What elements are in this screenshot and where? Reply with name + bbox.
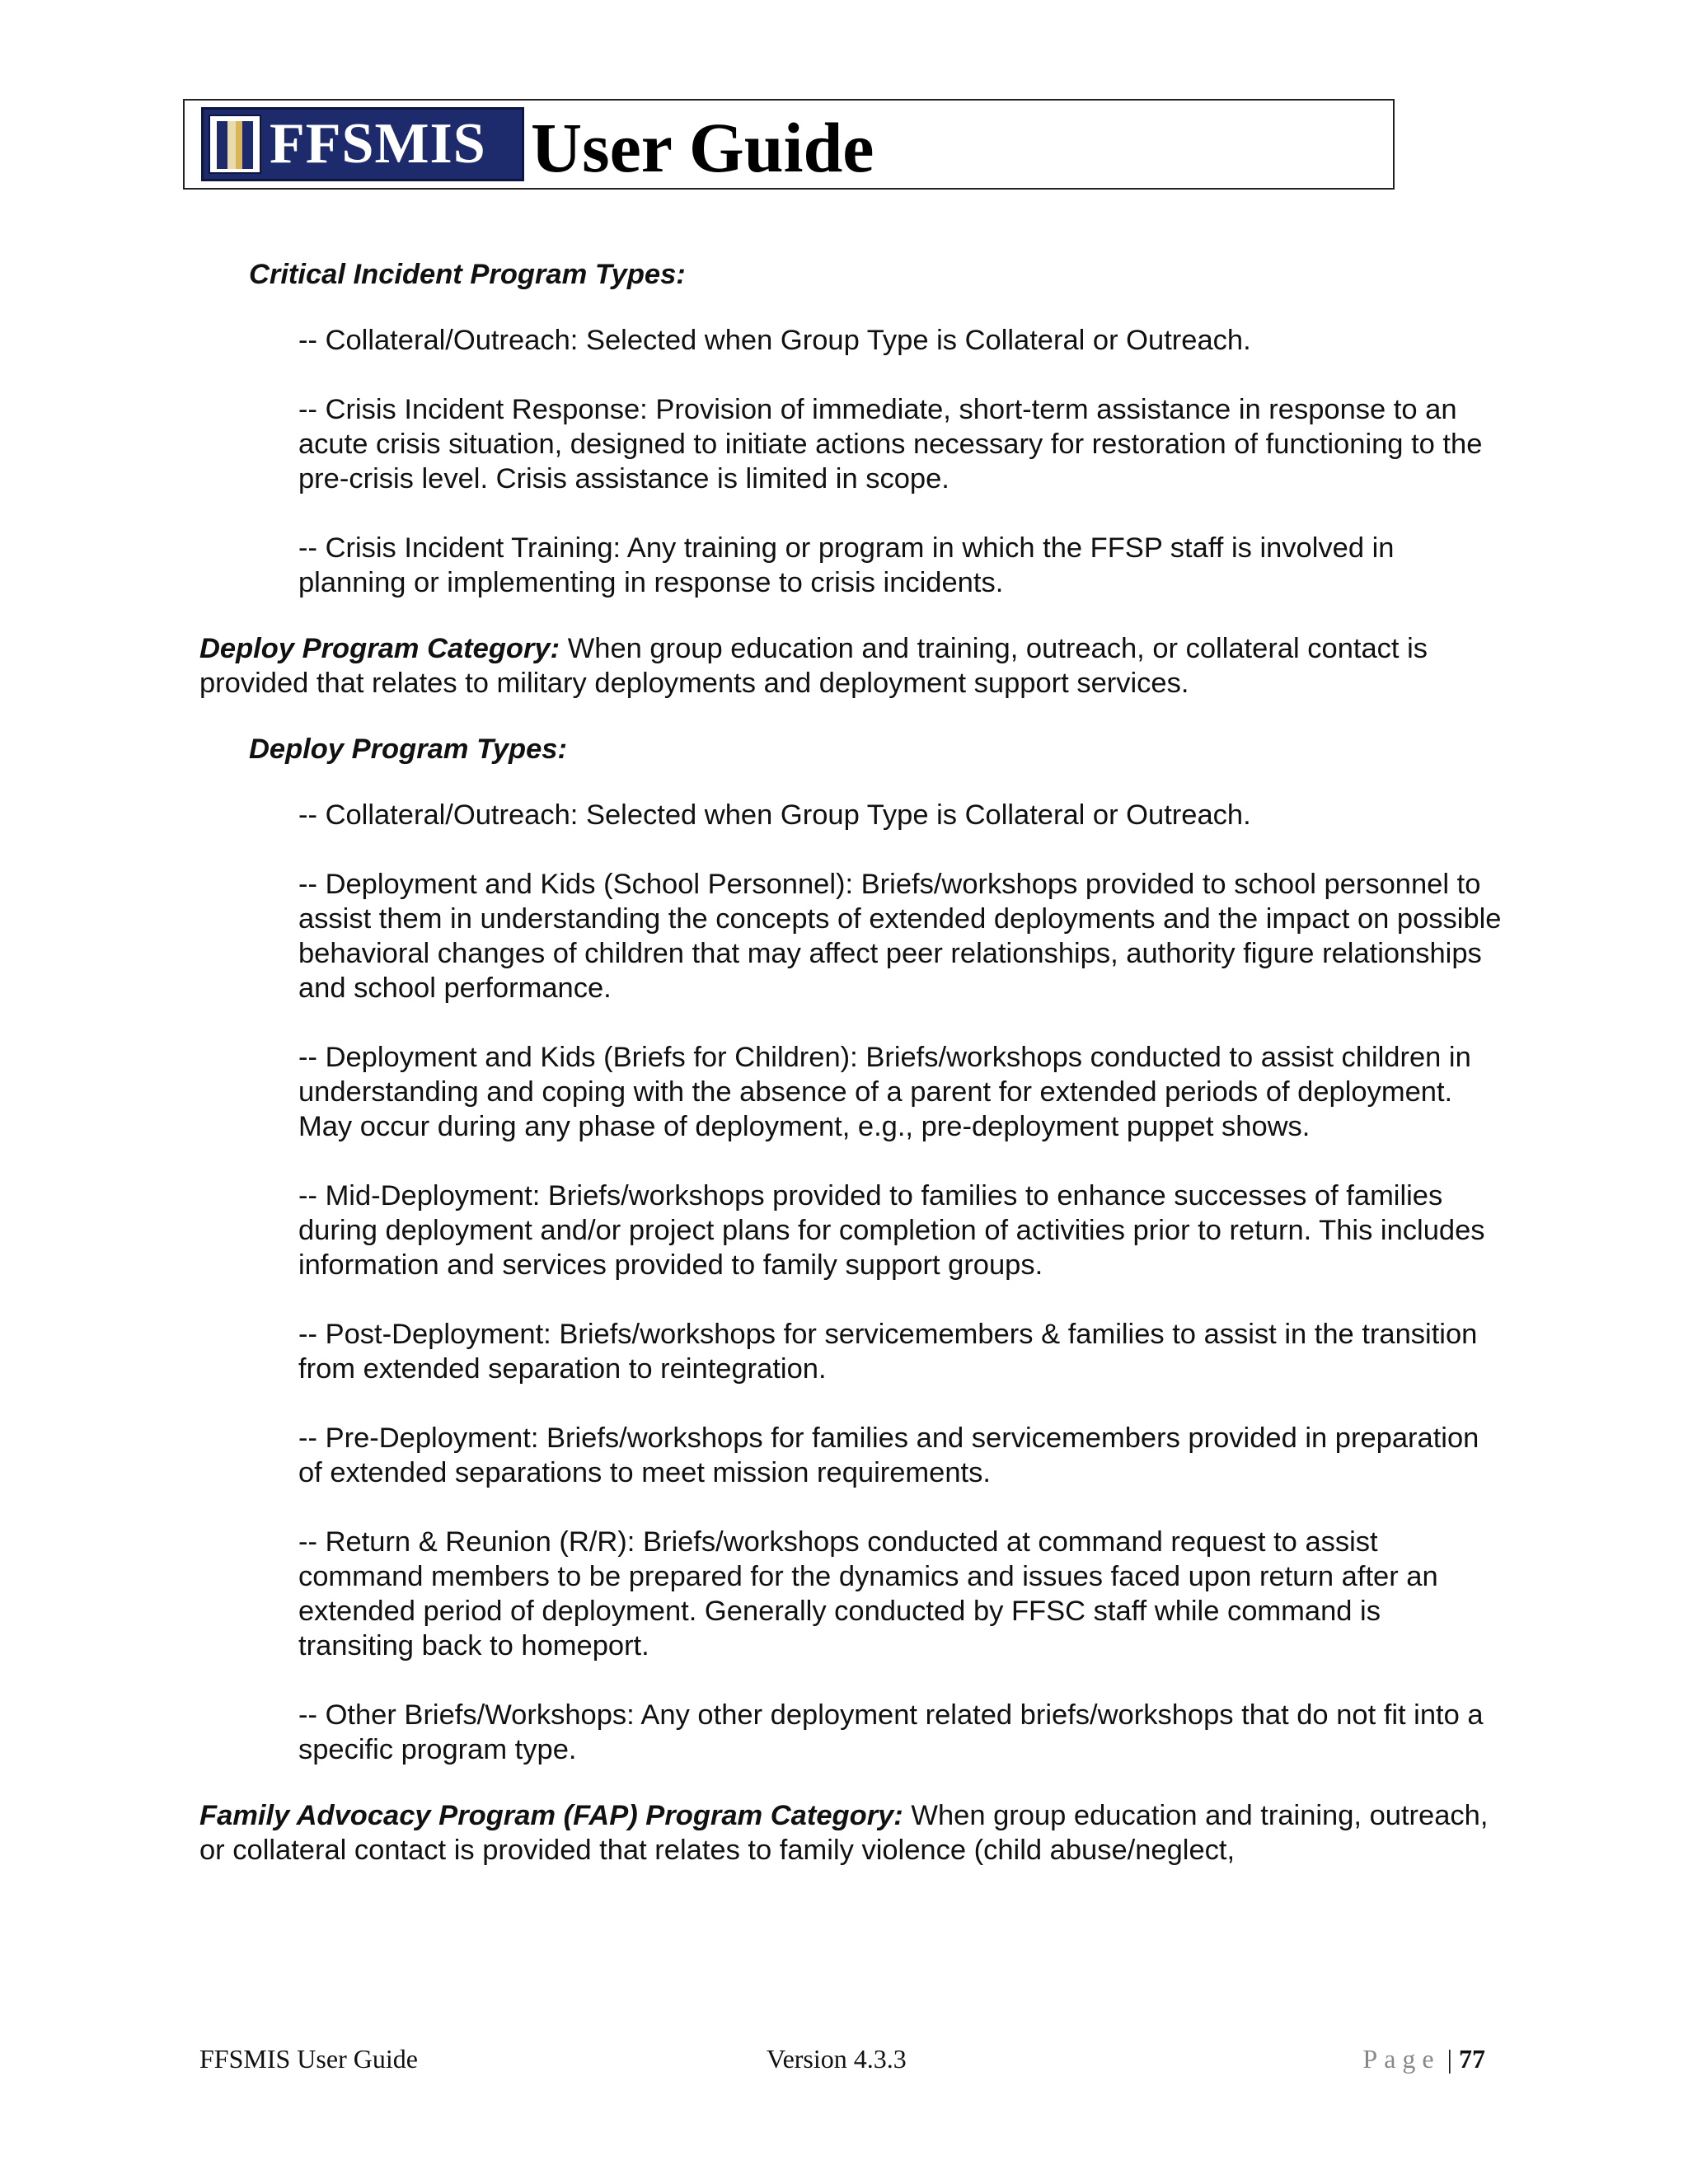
footer-separator: |	[1440, 2044, 1459, 2074]
critical-item: -- Crisis Incident Response: Provision of immediate, short-term assistance in response to an acute crisis situation, designed to initiate actions necessary for restoration of functioning to the pre-crisis level. Crisis assistance is limited in scope.	[298, 394, 1483, 494]
document-body	[199, 257, 1502, 1902]
deploy-item: -- Return & Reunion (R/R): Briefs/workshops conducted at command request to assist command members to be prepared for the dynamics and issues faced upon return after an extended period of deployment. Generally conducted by FFSC staff while command is transiting back to homeport.	[298, 1526, 1438, 1661]
page-footer	[199, 2044, 1485, 2077]
deploy-item: -- Deployment and Kids (Briefs for Children): Briefs/workshops conducted to assist children in understanding and coping with the absence of a parent for extended periods of deployment. May occur during any phase of deployment, e.g., pre-deployment puppet shows.	[298, 1042, 1471, 1142]
deploy-item: -- Collateral/Outreach: Selected when Group Type is Collateral or Outreach.	[298, 799, 1251, 831]
deploy-types-heading: Deploy Program Types:	[249, 733, 567, 765]
fap-category-text: When group education and training, outreach, or collateral contact is provided that relates to family violence (child abuse/neglect,	[199, 1800, 1489, 1866]
footer-guide-name: FFSMIS User Guide	[199, 2044, 418, 2074]
fap-category-label: Family Advocacy Program (FAP) Program Category:	[199, 1800, 903, 1831]
deploy-item: -- Other Briefs/Workshops: Any other deployment related briefs/workshops that do not fit into a specific program type.	[298, 1699, 1484, 1765]
page-number: 77	[1459, 2044, 1485, 2074]
ffsmis-logo	[201, 107, 524, 181]
fap-category-paragraph	[199, 1798, 1502, 1868]
critical-types-heading: Critical Incident Program Types:	[249, 259, 686, 290]
deploy-item: -- Deployment and Kids (School Personnel): Briefs/workshops provided to school personnel to assist them in understanding the concepts of extended deployments and the impact on possible behavioral changes of children that may affect peer relationships, authority figure relationships and school performance.	[298, 869, 1502, 1004]
header-box	[183, 99, 1395, 190]
page-title: User Guide	[531, 108, 874, 187]
deploy-category-label: Deploy Program Category:	[199, 633, 560, 664]
critical-item: -- Collateral/Outreach: Selected when Group Type is Collateral or Outreach.	[298, 325, 1251, 356]
lighthouse-icon	[209, 115, 261, 174]
deploy-item: -- Post-Deployment: Briefs/workshops for servicemembers & families to assist in the transition from extended separation to reintegration.	[298, 1319, 1478, 1385]
footer-page-word: Page	[1362, 2044, 1441, 2074]
footer-page-number	[1362, 2044, 1485, 2074]
critical-item: -- Crisis Incident Training: Any training or program in which the FFSP staff is involved in planning or implementing in response to crisis incidents.	[298, 532, 1395, 598]
deploy-category-paragraph	[199, 631, 1502, 701]
deploy-category-text: When group education and training, outreach, or collateral contact is provided that relates to military deployments and deployment support services.	[199, 633, 1428, 699]
deploy-item: -- Pre-Deployment: Briefs/workshops for families and servicemembers provided in preparation of extended separations to meet mission requirements.	[298, 1422, 1479, 1488]
deploy-item: -- Mid-Deployment: Briefs/workshops provided to families to enhance successes of families during deployment and/or project plans for completion of activities prior to return. This includes information and services provided to family support groups.	[298, 1180, 1485, 1281]
footer-version: Version 4.3.3	[767, 2044, 907, 2074]
logo-text: FFSMIS	[270, 112, 486, 176]
